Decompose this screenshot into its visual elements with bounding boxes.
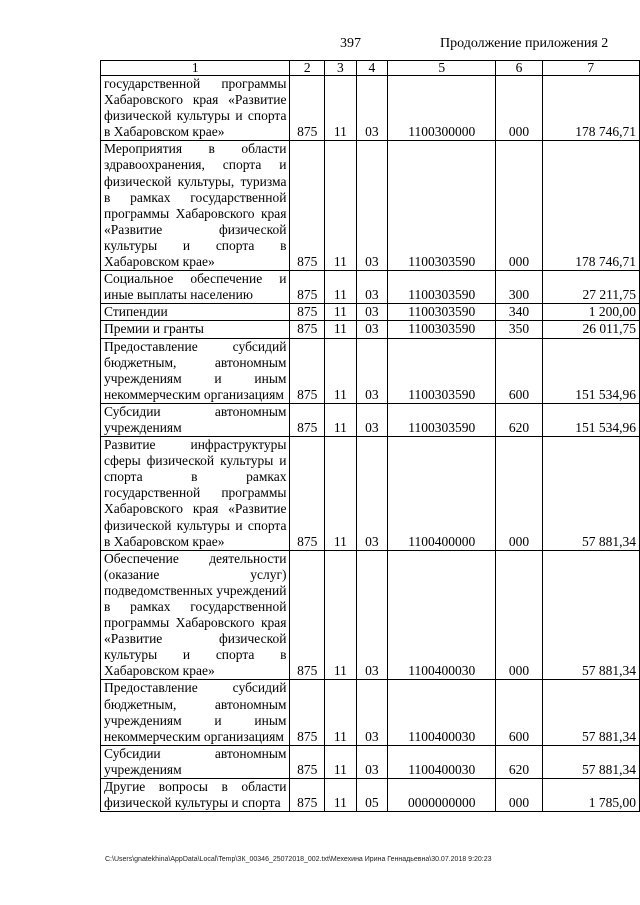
expense-type-cell: 600	[496, 680, 542, 745]
continuation-label: Продолжение приложения 2	[440, 36, 609, 51]
table-row	[101, 403, 640, 436]
admin-code-cell: 875	[290, 550, 325, 680]
expense-type-cell: 620	[496, 745, 542, 778]
target-article-cell: 1100303590	[388, 321, 496, 338]
subsection-code-cell: 03	[356, 338, 387, 403]
admin-code-cell: 875	[290, 304, 325, 321]
expense-type-cell: 340	[496, 304, 542, 321]
row-name-cell: Мероприятия в области здравоохранения, спорта и физической культуры, туризма в рамках государственной программы Хабаровского края «Развитие физической культуры и спорта в Хабаровском крае»	[101, 141, 290, 271]
section-code-cell: 11	[325, 76, 356, 141]
file-path-footer: C:\Users\gnatekhina\AppData\Local\Temp\ЗК_00346_25072018_002.txt\Мехехина Ирина Геннадьевна\30.07.2018 9:20:23	[105, 856, 492, 863]
amount-cell: 57 881,34	[542, 680, 639, 745]
admin-code-cell: 875	[290, 779, 325, 812]
target-article-cell: 1100300000	[388, 76, 496, 141]
section-code-cell: 11	[325, 745, 356, 778]
admin-code-cell: 875	[290, 403, 325, 436]
section-code-cell: 11	[325, 141, 356, 271]
subsection-code-cell: 03	[356, 271, 387, 304]
section-code-cell: 11	[325, 338, 356, 403]
subsection-code-cell: 03	[356, 304, 387, 321]
target-article-cell: 1100303590	[388, 141, 496, 271]
target-article-cell: 1100400030	[388, 745, 496, 778]
table-row	[101, 745, 640, 778]
table-row	[101, 680, 640, 745]
section-code-cell: 11	[325, 271, 356, 304]
section-code-cell: 11	[325, 550, 356, 680]
row-name-cell: Обеспечение деятельности (оказание услуг) подведомственных учреждений в рамках государственной программы Хабаровского края «Развитие физической культуры и спорта в Хабаровском крае»	[101, 550, 290, 680]
section-code-cell: 11	[325, 779, 356, 812]
row-name-cell: Другие вопросы в области физической культуры и спорта	[101, 779, 290, 812]
amount-cell: 1 200,00	[542, 304, 639, 321]
amount-cell: 178 746,71	[542, 141, 639, 271]
subsection-code-cell: 03	[356, 403, 387, 436]
row-name-cell: Премии и гранты	[101, 321, 290, 338]
target-article-cell: 1100400030	[388, 550, 496, 680]
column-header: 4	[356, 61, 387, 76]
row-name-cell: Предоставление субсидий бюджетным, автономным учреждениям и иным некоммерческим организациям	[101, 338, 290, 403]
admin-code-cell: 875	[290, 271, 325, 304]
subsection-code-cell: 03	[356, 745, 387, 778]
table-row	[101, 779, 640, 812]
budget-table-body	[101, 61, 640, 812]
subsection-code-cell: 03	[356, 437, 387, 551]
admin-code-cell: 875	[290, 141, 325, 271]
row-name-cell: Предоставление субсидий бюджетным, автономным учреждениям и иным некоммерческим организациям	[101, 680, 290, 745]
row-name-cell: Развитие инфраструктуры сферы физической культуры и спорта в рамках государственной программы Хабаровского края «Развитие физической культуры и спорта в Хабаровском крае»	[101, 437, 290, 551]
amount-cell: 57 881,34	[542, 437, 639, 551]
amount-cell: 57 881,34	[542, 745, 639, 778]
amount-cell: 57 881,34	[542, 550, 639, 680]
target-article-cell: 1100303590	[388, 403, 496, 436]
target-article-cell: 0000000000	[388, 779, 496, 812]
table-header-row	[101, 61, 640, 76]
row-name-cell: Субсидии автономным учреждениям	[101, 403, 290, 436]
admin-code-cell: 875	[290, 76, 325, 141]
table-row	[101, 76, 640, 141]
target-article-cell: 1100400030	[388, 680, 496, 745]
admin-code-cell: 875	[290, 437, 325, 551]
admin-code-cell: 875	[290, 321, 325, 338]
column-header: 7	[542, 61, 639, 76]
expense-type-cell: 600	[496, 338, 542, 403]
subsection-code-cell: 03	[356, 550, 387, 680]
target-article-cell: 1100303590	[388, 304, 496, 321]
target-article-cell: 1100303590	[388, 271, 496, 304]
expense-type-cell: 000	[496, 76, 542, 141]
amount-cell: 151 534,96	[542, 338, 639, 403]
expense-type-cell: 350	[496, 321, 542, 338]
table-row	[101, 304, 640, 321]
target-article-cell: 1100400000	[388, 437, 496, 551]
section-code-cell: 11	[325, 321, 356, 338]
section-code-cell: 11	[325, 304, 356, 321]
row-name-cell: Социальное обеспечение и иные выплаты населению	[101, 271, 290, 304]
table-row	[101, 550, 640, 680]
admin-code-cell: 875	[290, 745, 325, 778]
table-row	[101, 141, 640, 271]
budget-table	[100, 60, 640, 812]
subsection-code-cell: 03	[356, 76, 387, 141]
amount-cell: 178 746,71	[542, 76, 639, 141]
column-header: 1	[101, 61, 290, 76]
target-article-cell: 1100303590	[388, 338, 496, 403]
amount-cell: 1 785,00	[542, 779, 639, 812]
section-code-cell: 11	[325, 680, 356, 745]
admin-code-cell: 875	[290, 680, 325, 745]
expense-type-cell: 300	[496, 271, 542, 304]
subsection-code-cell: 03	[356, 680, 387, 745]
column-header: 3	[325, 61, 356, 76]
column-header: 5	[388, 61, 496, 76]
table-row	[101, 338, 640, 403]
subsection-code-cell: 03	[356, 321, 387, 338]
row-name-cell: государственной программы Хабаровского края «Развитие физической культуры и спорта в Хабаровском крае»	[101, 76, 290, 141]
admin-code-cell: 875	[290, 338, 325, 403]
expense-type-cell: 000	[496, 141, 542, 271]
amount-cell: 151 534,96	[542, 403, 639, 436]
page-number: 397	[340, 36, 361, 51]
column-header: 6	[496, 61, 542, 76]
table-row	[101, 271, 640, 304]
expense-type-cell: 000	[496, 550, 542, 680]
amount-cell: 26 011,75	[542, 321, 639, 338]
table-row	[101, 437, 640, 551]
subsection-code-cell: 03	[356, 141, 387, 271]
row-name-cell: Субсидии автономным учреждениям	[101, 745, 290, 778]
section-code-cell: 11	[325, 403, 356, 436]
table-row	[101, 321, 640, 338]
row-name-cell: Стипендии	[101, 304, 290, 321]
amount-cell: 27 211,75	[542, 271, 639, 304]
expense-type-cell: 620	[496, 403, 542, 436]
expense-type-cell: 000	[496, 779, 542, 812]
section-code-cell: 11	[325, 437, 356, 551]
subsection-code-cell: 05	[356, 779, 387, 812]
expense-type-cell: 000	[496, 437, 542, 551]
column-header: 2	[290, 61, 325, 76]
